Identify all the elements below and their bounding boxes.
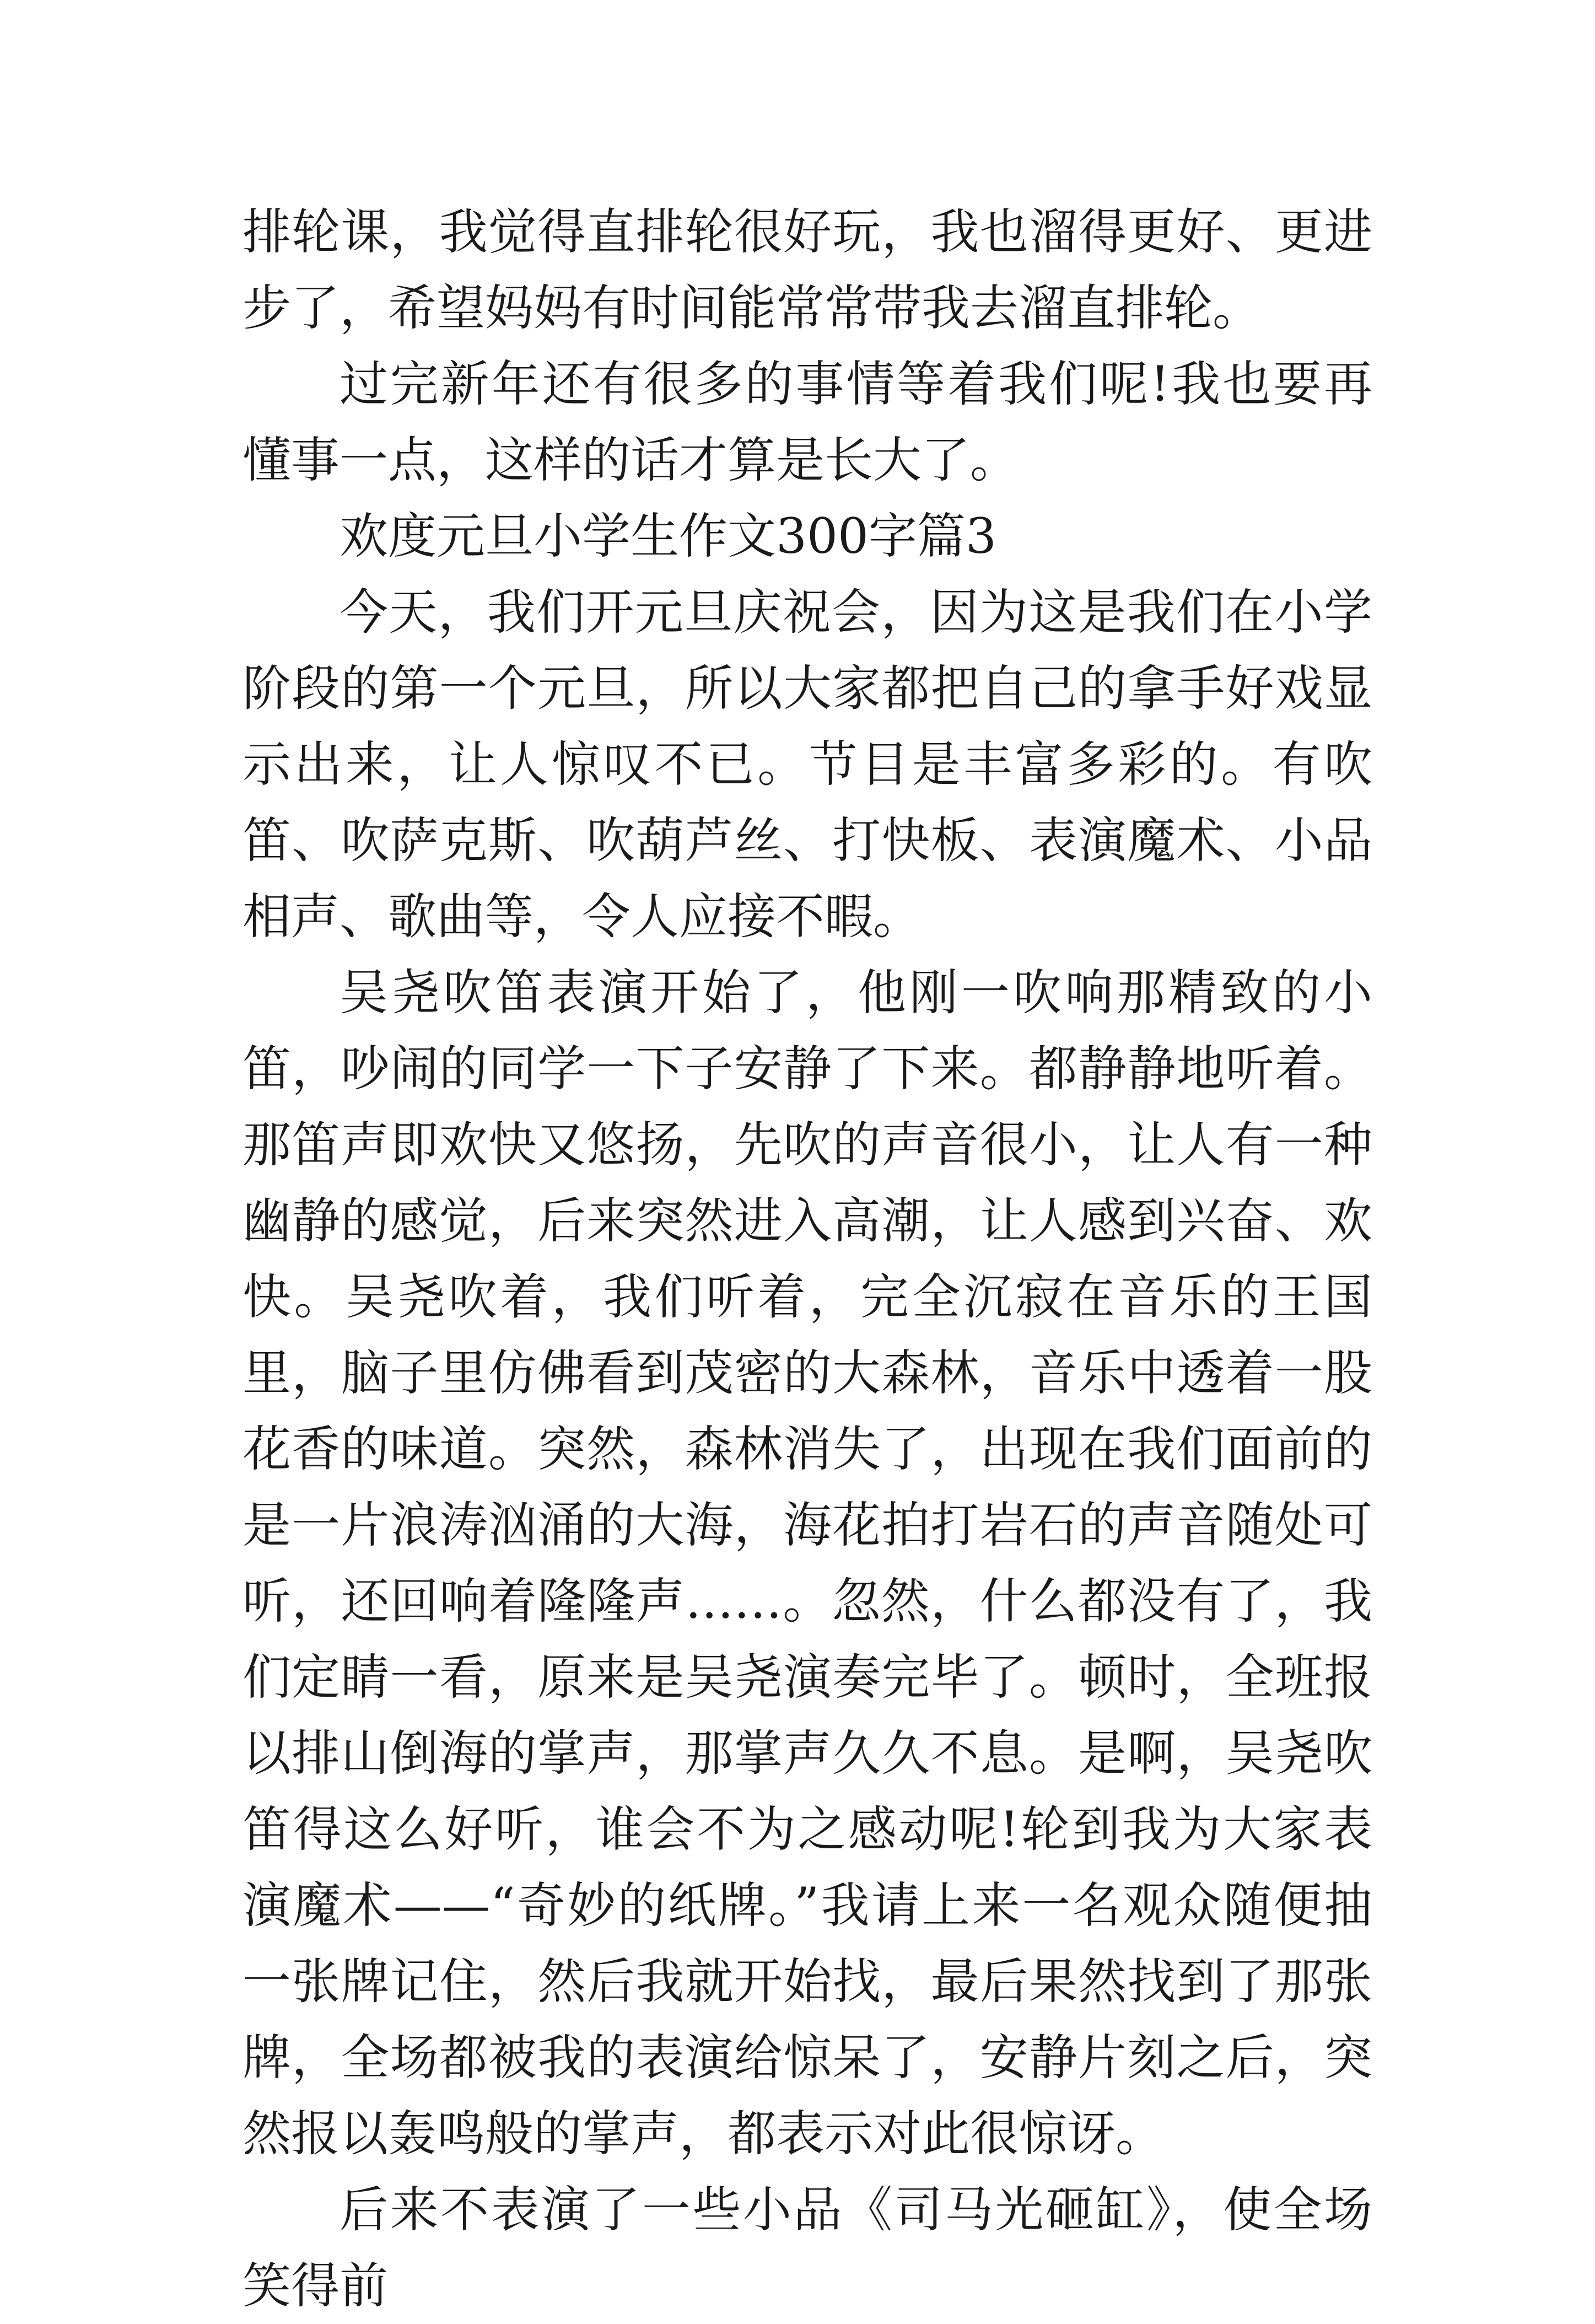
paragraph: 今天，我们开元旦庆祝会，因为这是我们在小学阶段的第一个元旦，所以大家都把自己的拿手好戏显示出来，让人惊叹不已。节目是丰富多彩的。有吹笛、吹萨克斯、吹葫芦丝、打快板、表演魔术、小品相声、歌曲等，令人应接不暇。: [243, 584, 1372, 945]
paragraph: 过完新年还有很多的事情等着我们呢!我也要再懂事一点，这样的话才算是长大了。: [243, 356, 1372, 488]
paragraph: 后来不表演了一些小品《司马光砸缸》，使全场笑得前: [243, 2181, 1372, 2314]
section-title: 欢度元旦小学生作文300字篇3: [340, 508, 996, 564]
document-body: [243, 194, 1372, 2324]
paragraph-continued: 排轮课，我觉得直排轮很好玩，我也溜得更好、更进步了，希望妈妈有时间能常常带我去溜直排轮。: [243, 203, 1372, 336]
paragraph: 吴尧吹笛表演开始了，他刚一吹响那精致的小笛，吵闹的同学一下子安静了下来。都静静地听着。那笛声即欢快又悠扬，先吹的声音很小，让人有一种幽静的感觉，后来突然进入高潮，让人感到兴奋、欢快。吴尧吹着，我们听着，完全沉寂在音乐的王国里，脑子里仿佛看到茂密的大森林，音乐中透着一股花香的味道。突然，森林消失了，出现在我们面前的是一片浪涛汹涌的大海，海花拍打岩石的声音随处可听，还回响着隆隆声……。忽然，什么都没有了，我们定睛一看，原来是吴尧演奏完毕了。顿时，全班报以排山倒海的掌声，那掌声久久不息。是啊，吴尧吹笛得这么好听，谁会不为之感动呢!轮到我为大家表演魔术——“奇妙的纸牌。”我请上来一名观众随便抽一张牌记住，然后我就开始找，最后果然找到了那张牌，全场都被我的表演给惊呆了，安静片刻之后，突然报以轰鸣般的掌声，都表示对此很惊讶。: [243, 964, 1372, 2162]
